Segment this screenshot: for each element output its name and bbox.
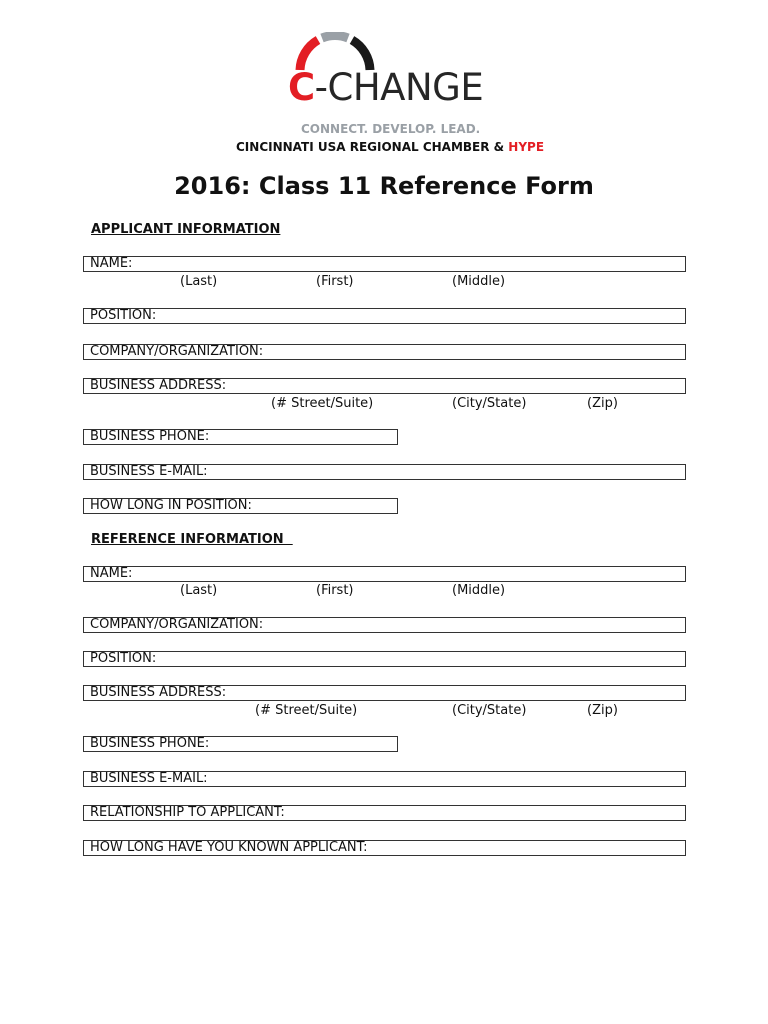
logo-title-c: C: [288, 66, 315, 109]
applicant-email-field[interactable]: BUSINESS E-MAIL:: [83, 464, 686, 480]
reference-company-field[interactable]: COMPANY/ORGANIZATION:: [83, 617, 686, 633]
logo-tagline: CONNECT. DEVELOP. LEAD.: [301, 122, 481, 136]
applicant-name-field[interactable]: NAME:: [83, 256, 686, 272]
reference-address-field[interactable]: BUSINESS ADDRESS:: [83, 685, 686, 701]
reference-phone-field[interactable]: BUSINESS PHONE:: [83, 736, 398, 752]
reference-address-city-hint: (City/State): [452, 703, 527, 718]
applicant-phone-field[interactable]: BUSINESS PHONE:: [83, 429, 398, 445]
applicant-position-field[interactable]: POSITION:: [83, 308, 686, 324]
logo-chamber-text: CINCINNATI USA REGIONAL CHAMBER &: [236, 140, 509, 154]
reference-position-field[interactable]: POSITION:: [83, 651, 686, 667]
applicant-company-field[interactable]: COMPANY/ORGANIZATION:: [83, 344, 686, 360]
applicant-address-field[interactable]: BUSINESS ADDRESS:: [83, 378, 686, 394]
reference-address-zip-hint: (Zip): [587, 703, 618, 718]
page-title: 2016: Class 11 Reference Form: [174, 172, 594, 200]
applicant-address-street-hint: (# Street/Suite): [271, 396, 374, 411]
reference-relationship-field[interactable]: RELATIONSHIP TO APPLICANT:: [83, 805, 686, 821]
reference-email-field[interactable]: BUSINESS E-MAIL:: [83, 771, 686, 787]
logo-title: [288, 66, 484, 109]
reference-name-first-hint: (First): [316, 583, 354, 598]
applicant-address-zip-hint: (Zip): [587, 396, 618, 411]
logo-title-rest: -CHANGE: [314, 66, 484, 109]
applicant-name-first-hint: (First): [316, 274, 354, 289]
logo-chamber: [236, 141, 544, 153]
applicant-name-last-hint: (Last): [180, 274, 218, 289]
logo-hype: HYPE: [508, 140, 545, 154]
applicant-name-middle-hint: (Middle): [452, 274, 506, 289]
applicant-how-long-field[interactable]: HOW LONG IN POSITION:: [83, 498, 398, 514]
reference-how-long-known-field[interactable]: HOW LONG HAVE YOU KNOWN APPLICANT:: [83, 840, 686, 856]
reference-address-street-hint: (# Street/Suite): [255, 703, 358, 718]
reference-heading: REFERENCE INFORMATION: [91, 532, 293, 547]
applicant-address-city-hint: (City/State): [452, 396, 527, 411]
applicant-heading: APPLICANT INFORMATION: [91, 222, 281, 237]
reference-name-last-hint: (Last): [180, 583, 218, 598]
reference-name-field[interactable]: NAME:: [83, 566, 686, 582]
reference-name-middle-hint: (Middle): [452, 583, 506, 598]
